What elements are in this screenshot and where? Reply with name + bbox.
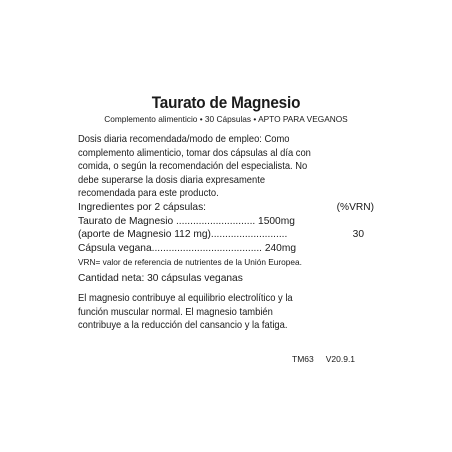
ingredient-text: (aporte de Magnesio 112 mg)...........................: [78, 229, 288, 241]
ingredients-header-row: [78, 201, 374, 215]
ingredient-row: [78, 242, 374, 256]
vrn-header: (%VRN): [336, 201, 374, 213]
label-codes: [292, 354, 355, 364]
dosage-line: debe superarse la dosis diaria expresamente: [78, 174, 266, 186]
ingredient-text: Taurato de Magnesio ............................ 1500mg: [78, 215, 295, 227]
dosage-line: recomendada para este producto.: [78, 188, 219, 200]
ingredients-header: Ingredientes por 2 cápsulas:: [78, 201, 206, 213]
dosage-line: Dosis diaria recomendada/modo de empleo: Como: [78, 134, 290, 145]
magnesium-line: función muscular normal. El magnesio también: [78, 306, 273, 318]
product-title: Taurato de Magnesio: [151, 93, 301, 112]
dosage-line: complemento alimenticio, tomar dos cápsulas al día con: [78, 147, 311, 159]
ingredient-vrn: [364, 215, 374, 229]
ingredients-section: [78, 201, 374, 255]
code-tm: TM63: [292, 354, 314, 364]
dosage-section: [78, 133, 374, 201]
dosage-line: comida, o según la recomendación del especialista. No: [78, 161, 308, 173]
ingredient-text: Cápsula vegana....................................... 240mg: [78, 242, 296, 254]
magnesium-line: El magnesio contribuye al equilibrio electrolítico y la: [78, 292, 293, 304]
ingredient-row: [78, 228, 374, 242]
product-subtitle: Complemento alimenticio • 30 Cápsulas • APTO PARA VEGANOS: [104, 114, 348, 124]
ingredient-vrn: [364, 242, 374, 256]
vrn-note: VRN= valor de referencia de nutrientes de la Unión Europea.: [78, 257, 302, 268]
magnesium-section: [78, 292, 350, 333]
code-version: V20.9.1: [325, 354, 356, 364]
magnesium-line: contribuye a la reducción del cansancio y la fatiga.: [78, 320, 288, 332]
ingredient-row: [78, 215, 374, 229]
product-label: [78, 92, 374, 333]
ingredient-vrn: 30: [352, 229, 364, 241]
net-content: Cantidad neta: 30 cápsulas veganas: [78, 273, 243, 285]
